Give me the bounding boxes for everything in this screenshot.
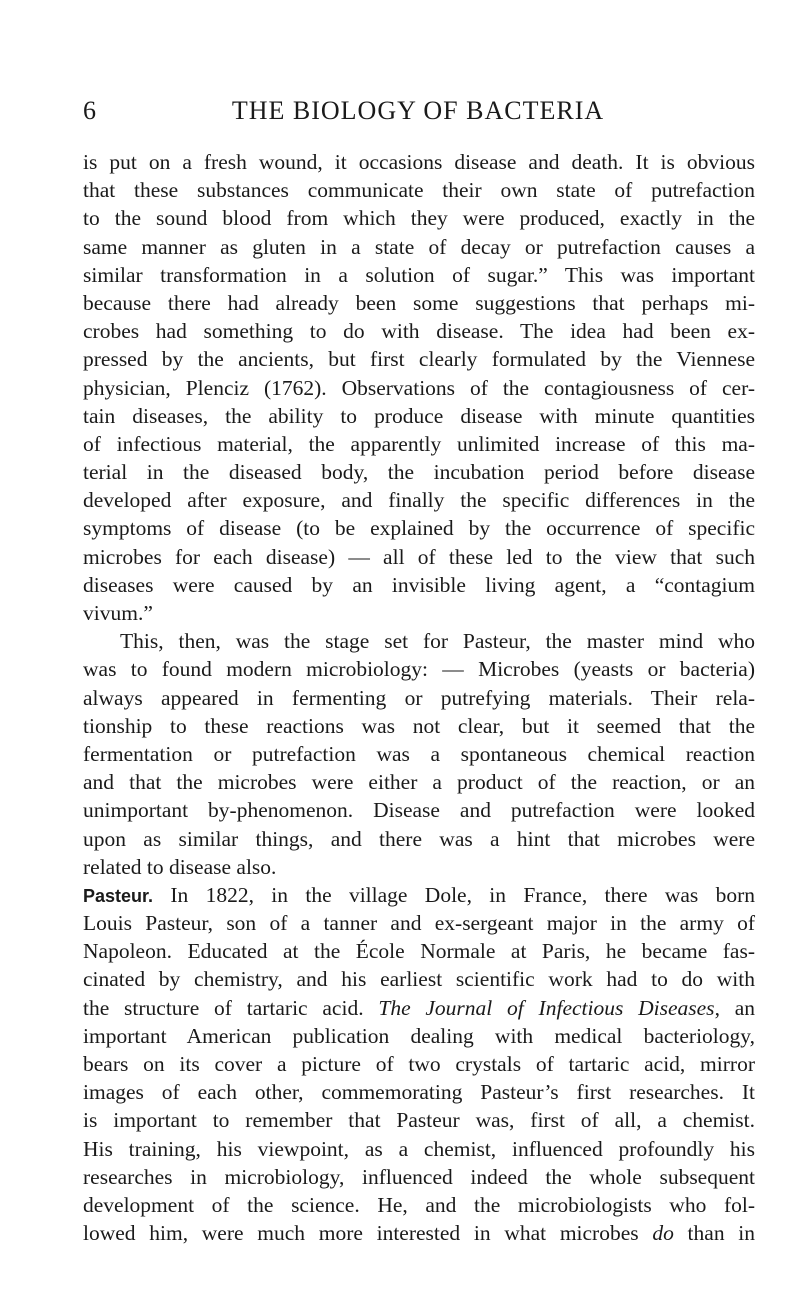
text-line (83, 881, 755, 909)
journal-title: The Journal of Infectious Diseases (378, 995, 715, 1020)
text-line: physician, Plenciz (1762). Observations of the contagiousness of cer- (83, 375, 755, 400)
text-line: same manner as gluten in a state of decay or putrefaction causes a (83, 234, 755, 259)
paragraph-1 (83, 148, 755, 627)
text-line: unimportant by-phenomenon. Disease and putrefaction were looked (83, 798, 755, 823)
text-line: Napoleon. Educated at the École Normale at Paris, he became fas- (83, 939, 755, 964)
body-text (83, 148, 755, 1247)
text-line: upon as similar things, and there was a hint that microbes were (83, 826, 755, 851)
text-line: This, then, was the stage set for Pasteur, the master mind who (120, 629, 755, 654)
text-line: tain diseases, the ability to produce disease with minute quantities (83, 403, 755, 428)
text-line: images of each other, commemorating Pasteur’s first researches. It (83, 1080, 755, 1105)
text-line (83, 1219, 755, 1247)
paragraph-2 (83, 627, 755, 881)
text-run: In 1822, in the village Dole, in France, there was born (153, 882, 755, 907)
page-number: 6 (83, 96, 97, 125)
text-line: Louis Pasteur, son of a tanner and ex-sergeant major in the army of (83, 911, 755, 936)
section-heading: Pasteur. (83, 885, 154, 906)
text-line: pressed by the ancients, but first clearly formulated by the Viennese (83, 347, 755, 372)
text-line: microbes for each disease) — all of these led to the view that such (83, 544, 755, 569)
text-line: of infectious material, the apparently unlimited increase of this ma- (83, 431, 755, 456)
text-line: is put on a fresh wound, it occasions disease and death. It is obvious (83, 150, 755, 174)
text-run: than in (673, 1221, 755, 1246)
text-line: because there had already been some suggestions that perhaps mi- (83, 290, 755, 315)
text-run: the structure of tartaric acid. (83, 995, 364, 1020)
text-line: diseases were caused by an invisible living agent, a “contagium (83, 572, 755, 597)
text-line: related to disease also. (83, 854, 277, 879)
text-line: important American publication dealing with medical bacteriology, (83, 1023, 755, 1048)
text-line: crobes had something to do with disease. The idea had been ex- (83, 319, 755, 344)
text-line: developed after exposure, and finally the specific differences in the (83, 488, 755, 513)
text-line: was to found modern microbiology: — Microbes (yeasts or bacteria) (83, 657, 755, 682)
text-line: symptoms of disease (to be explained by the occurrence of specific (83, 516, 755, 541)
text-line: vivum.” (83, 601, 153, 625)
text-line: that these substances communicate their own state of putrefaction (83, 178, 755, 203)
text-line (83, 994, 755, 1022)
running-title: THE BIOLOGY OF BACTERIA (231, 96, 605, 125)
text-line: and that the microbes were either a product of the reaction, or an (83, 770, 755, 795)
emphasis: do (652, 1221, 674, 1246)
paragraph-3 (83, 881, 755, 1247)
text-line: bears on its cover a picture of two crystals of tartaric acid, mirror (83, 1052, 755, 1076)
text-line: to the sound blood from which they were produced, exactly in the (83, 206, 755, 231)
text-run: lowed him, were much more interested in what microbes (83, 1221, 653, 1246)
running-head (83, 96, 753, 126)
text-line: is important to remember that Pasteur was, first of all, a chemist. (83, 1108, 755, 1133)
text-line: His training, his viewpoint, as a chemist, influenced profoundly his (83, 1136, 755, 1161)
text-run: , an (714, 995, 756, 1020)
text-line: terial in the diseased body, the incubation period before disease (83, 460, 755, 485)
text-line: fermentation or putrefaction was a spontaneous chemical reaction (83, 741, 755, 766)
text-line: development of the science. He, and the microbiologists who fol- (83, 1192, 755, 1217)
text-line: tionship to these reactions was not clear, but it seemed that the (83, 713, 755, 738)
text-line: similar transformation in a solution of sugar.” This was important (83, 262, 755, 287)
text-line: researches in microbiology, influenced indeed the whole subsequent (83, 1164, 755, 1189)
text-line: always appeared in fermenting or putrefying materials. Their rela- (83, 685, 755, 710)
text-line: cinated by chemistry, and his earliest scientific work had to do with (83, 967, 755, 992)
